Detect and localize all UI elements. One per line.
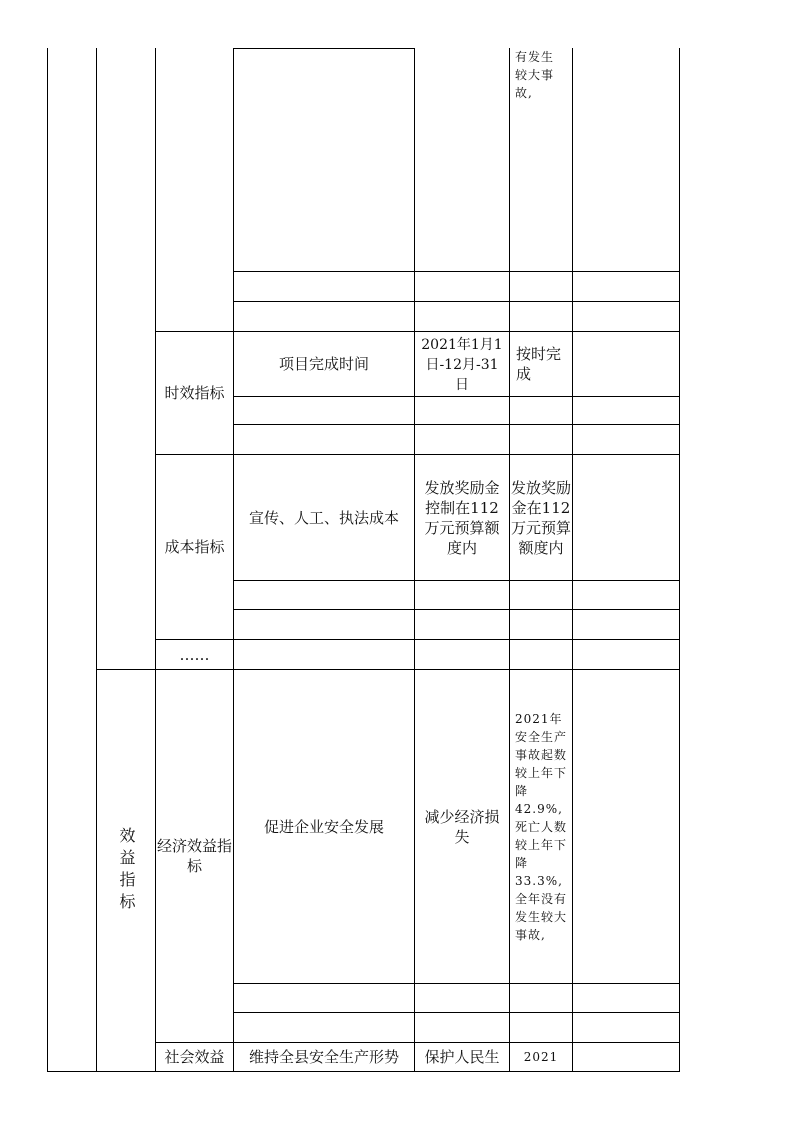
economic-index-value: 减少经济损失 xyxy=(424,807,500,846)
ellipsis-cell: …… xyxy=(179,645,210,664)
benefit-group: 效益指标 xyxy=(117,826,136,915)
cost-index-value: 发放奖励金控制在112万元预算额度内 xyxy=(424,479,500,557)
timeliness-category: 时效指标 xyxy=(164,384,225,402)
timeliness-item: 项目完成时间 xyxy=(278,355,369,373)
cost-category: 成本指标 xyxy=(164,538,225,556)
social-item: 维持全县安全生产形势 xyxy=(248,1048,399,1066)
economic-category: 经济效益指标 xyxy=(156,837,232,875)
economic-actual: 2021年安全生产事故起数较上年下降42.9%,死亡人数较上年下降33.3%,全年没有发生较大事故, xyxy=(515,711,568,942)
social-category: 社会效益 xyxy=(164,1048,225,1066)
timeliness-actual: 按时完成 xyxy=(516,345,562,383)
social-actual: 2021 xyxy=(523,1050,559,1064)
economic-item: 促进企业安全发展 xyxy=(263,817,384,836)
cost-actual: 发放奖励金在112万元预算额度内 xyxy=(511,478,572,557)
social-index-value: 保护人民生 xyxy=(424,1048,500,1066)
safety-continued-text: 有发生较大事故, xyxy=(515,50,555,100)
timeliness-index-value: 2021年1月1日-12月-31日 xyxy=(421,337,503,393)
cost-item: 宣传、人工、执法成本 xyxy=(248,508,399,527)
